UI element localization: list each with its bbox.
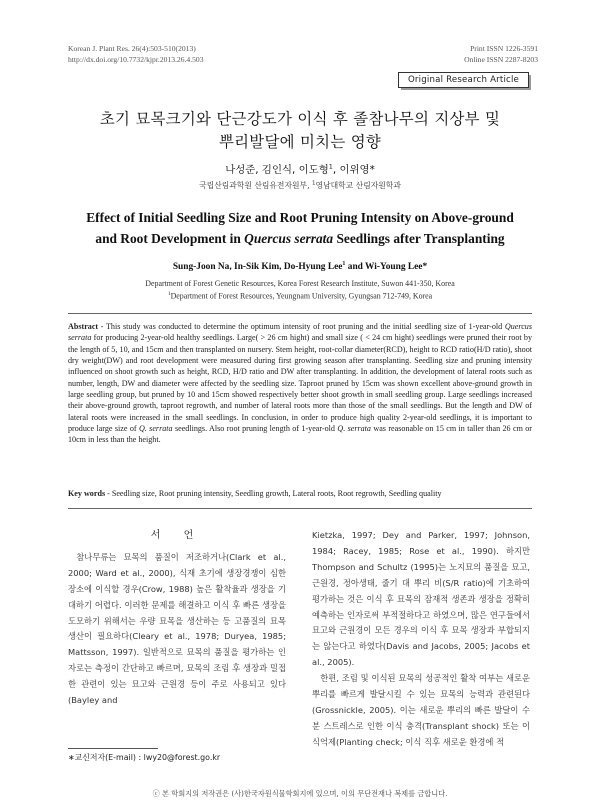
abstract-species-2: Q. serrata [138,424,173,434]
body-paragraph: Kietzka, 1997; Dey and Parker, 1997; Johnson, 1984; Racey, 1985; Rose et al., 1990). 하지만 Thompson and Schultz (1995)는 노지묘의 품질을 묘고, 근원경, 정아생태, 줄기 대 뿌리 비(S/R ratio)에 기초하여 평가하는 것은 이식 후 묘목의 잠재적 생존과 생장을 정확히 예측하는 인자로써 부적절하다고 하였으며, 많은 연구들에서 묘고와 근원경이 모든 경우의 이식 후 묘목 생장과 부합되지는 않는다고 하였다(Davis and Jacobs, 2005; Jacobs et al., 2005). [312,530,530,668]
korean-title [60,108,540,154]
body-paragraph: 한편, 조림 및 이식된 묘목의 성공적인 활착 여부는 새로운 뿌리를 빠르게 발달시킬 수 있는 묘목의 능력과 관련된다(Grossnickle, 2005). 이는 새로운 뿌리의 빠른 발달이 수분 스트레스로 인한 이식 충격(Transplant shock) 또는 이식억제(Planting check; 이식 직후 새로운 환경에 적 [312,673,530,747]
keywords [68,489,532,498]
korean-author-tail: , 이위영* [332,164,375,176]
footnote-rule [68,748,158,749]
korean-affil-a: 국립산림과학원 산림유전자원부, [199,181,313,190]
english-affil2-sup: 1 [167,291,171,297]
abstract-text-2: for producing 2-year-old healthy seedlings. Large( > 26 cm hight) and small size ( < 24 cm hight) seedlings were pruned their root by the length of 5, 10, and 15cm and then transplanted on nursery. Stem height, root-collar diameter(RCD), height to RCD ratio(H/D ratio), shoot dry weight(DW) and root development were measured during first growing season after transplanting. Seedling size and pruning intensity influenced on shoot growth such as height, RCD, H/D ratio and DW after transplanting. In addition, the development of lateral roots such as number, length, DW and diameter were affected by the seedling size. Taproot pruned by 15cm was shown excellent above-ground growth in large seedling group, but pruned by 10 and 15cm showed respectively better shoot growth in small seedling group. Large seedlings increased their above-ground growth, taproot regrowth, and number of lateral roots more than those of the small seedlings. But the length and DW of lateral roots were increased in the small seedlings. In conclusion, in order to produce high quality 2-year-old seedlings, it is important to produce large size of [68,333,532,434]
copyright-footer: ⓒ 본 학회지의 저작권은 (사)한국자원식물학회지에 있으며, 이의 무단전재나 복제를 금합니다. [152,789,448,798]
english-title-species: Quercus serrata [244,231,334,246]
issn-block [464,44,538,65]
abstract-species-3: Q. serrata [337,424,371,434]
body-paragraph: 참나무류는 묘목의 품질이 저조하거나(Clark et al., 2000; Ward et al., 2000), 식재 초기에 생장경쟁이 심한 장소에 이식할 경우(Crow, 1988) 높은 활착율과 생장을 기대하기 어렵다. 이러한 문제를 해결하고 이식 후 빠른 생장을 도모하기 위해서는 우량 묘목을 생산하는 등 고품질의 묘목생산이 필요하다(Cleary et al., 1978; Duryea, 1985; Mattsson, 1997). 일반적으로 묘목의 품질을 평가하는 인자로는 측정이 간단하고 빠르며, 묘목의 조림 후 생장과 밀접한 관련이 있는 묘고와 근원경 등이 주로 사용되고 있다(Bayley and [68,551,286,706]
abstract-label: Abstract [68,322,99,331]
doi-link[interactable]: http://dx.doi.org/10.7732/kjpr.2013.26.4.503 [68,54,204,64]
abstract-text-4: was reasonable on 15 cm in taller than 26 cm or 10cm in less than the height. [68,424,532,445]
korean-title-line1: 초기 묘목크기와 단근강도가 이식 후 졸참나무의 지상부 및 [99,110,501,128]
korean-affil-sup: 1 [312,180,316,187]
body-right-column [312,528,530,751]
journal-reference: Korean J. Plant Res. 26(4):503-510(2013) [68,44,196,53]
english-title-line2-b: Seedlings after Transplanting [333,231,505,246]
journal-citation [68,44,204,65]
english-title-line2-a: and Root Development in [95,231,245,246]
corresponding-author-footnote: ∗교신저자(E-mail) : lwy20@forest.go.kr [68,753,221,762]
korean-affiliation [0,180,600,191]
online-issn: Online ISSN 2287-8203 [464,54,538,64]
keywords-label: Key words [68,489,106,498]
keywords-bottom-rule [68,508,532,509]
abstract-species-1: Quercus serrata [68,322,532,343]
abstract [68,321,532,446]
english-authors [0,261,600,272]
keywords-text: - Seedling size, Root pruning intensity, Seedling growth, Lateral roots, Root regrowth, Seedling quality [105,489,442,498]
korean-title-line2: 뿌리발달에 미치는 영향 [218,133,382,151]
english-affiliation-2 [0,289,600,302]
korean-authors [0,161,600,176]
english-title [54,207,546,249]
body-left-column [68,528,286,709]
article-type-badge: Original Research Article [398,72,529,88]
english-affil2-text: Department of Forest Resources, Yeungnam University, Gyungsan 712-749, Korea [170,291,433,301]
english-authors-a: Sung-Joon Na, In-Sik Kim, Do-Hyung Lee [172,262,343,273]
english-affiliations [0,278,600,302]
introduction-heading: 서 언 [150,530,204,541]
korean-affil-b: 영남대학교 산림자원학과 [315,181,401,190]
abstract-top-rule [68,313,532,314]
english-affiliation-1: Department of Forest Genetic Resources, Korea Forest Research Institute, Suwon 441-350, Korea [145,279,455,288]
korean-author-sup: 1 [328,162,333,171]
english-title-line2 [54,228,546,249]
korean-author-names: 나성준, 김인식, 이도형 [225,164,329,176]
abstract-text-3: seedlings. Also root pruning length of 1-year-old [172,424,338,434]
english-title-line1: Effect of Initial Seedling Size and Root Pruning Intensity on Above-ground [86,210,514,225]
print-issn: Print ISSN 1226-3591 [470,44,538,53]
english-authors-sup: 1 [342,261,346,267]
english-authors-b: and Wi-Young Lee* [345,262,428,273]
abstract-text-1: - This study was conducted to determine the optimum intensity of root pruning and the initial seedling size of 1-year-old [98,322,505,331]
